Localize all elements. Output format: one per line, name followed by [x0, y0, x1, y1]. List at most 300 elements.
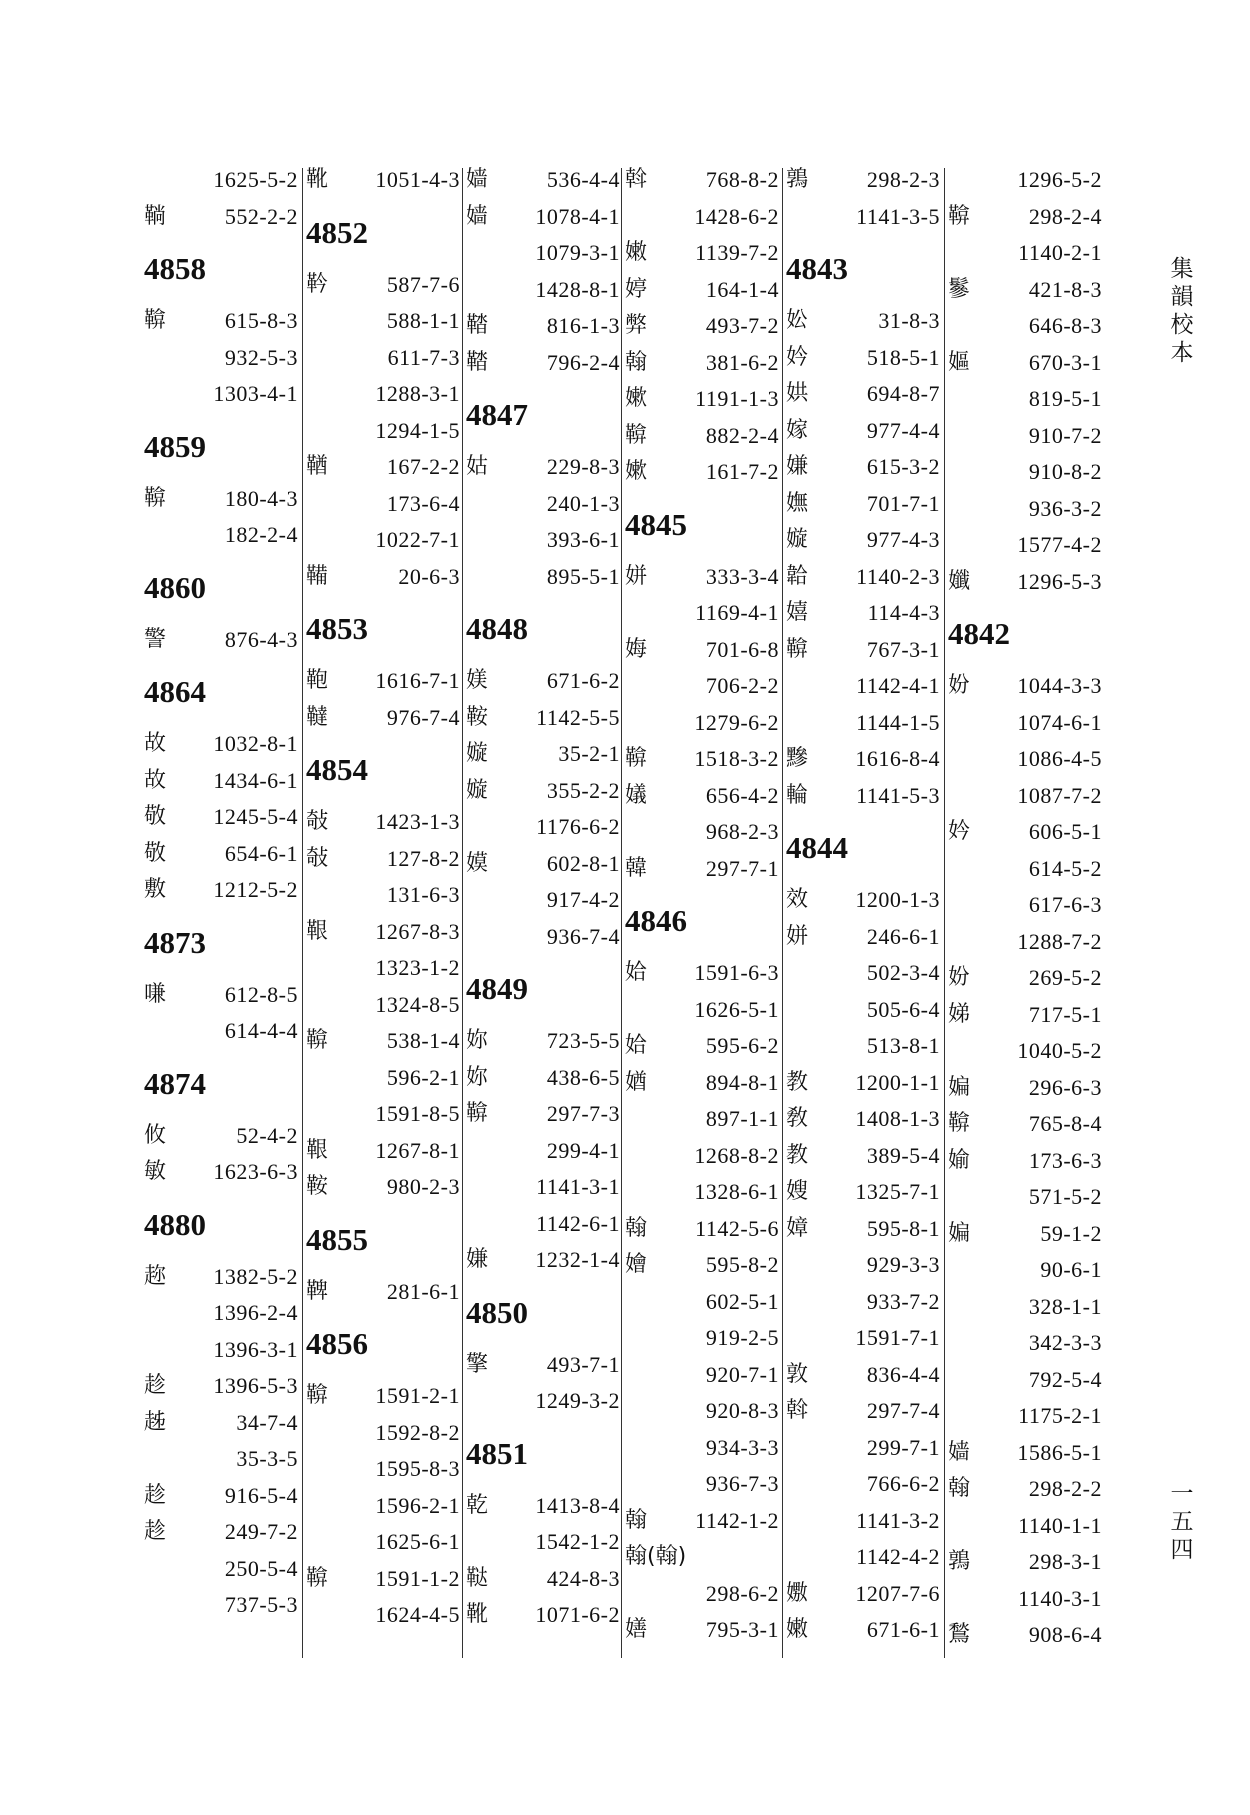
entry-reference: 654-6-1: [224, 840, 298, 866]
index-entry: [625, 1247, 783, 1284]
entry-reference: 1288-3-1: [375, 381, 460, 406]
entry-reference: 1022-7-1: [375, 527, 460, 552]
entry-reference: 502-3-4: [866, 960, 940, 985]
entry-character: 嫐: [786, 1580, 809, 1606]
index-column: [786, 162, 944, 1649]
entry-character: 敧: [306, 845, 329, 871]
index-entry: [144, 1514, 302, 1551]
index-entry: [306, 303, 464, 340]
entry-character: 媥: [948, 1220, 971, 1246]
index-entry: [144, 340, 302, 377]
entry-reference: 1296-5-2: [1017, 167, 1102, 192]
index-entry: [948, 418, 1106, 455]
entry-reference: 895-5-1: [546, 563, 620, 589]
entry-reference: 333-3-4: [705, 563, 779, 589]
column-divider: [302, 168, 303, 1658]
section-heading: [466, 1420, 624, 1488]
section-heading: [466, 1279, 624, 1347]
entry-reference: 299-7-1: [866, 1434, 940, 1460]
index-entry: [144, 1587, 302, 1624]
index-entry: [786, 449, 944, 486]
index-entry: [144, 1368, 302, 1405]
entry-reference: 1249-3-2: [535, 1388, 620, 1413]
index-entry: [466, 345, 624, 382]
entry-character: 嫂: [786, 1179, 809, 1204]
section-number: 4850: [466, 1294, 528, 1330]
index-entry: [306, 340, 464, 377]
entry-character: 鞥: [948, 203, 971, 229]
entry-reference: 167-2-2: [386, 454, 460, 479]
entry-reference: 1200-1-1: [855, 1069, 940, 1095]
index-entry: [625, 1612, 783, 1649]
entry-reference: 717-5-1: [1028, 1001, 1102, 1027]
index-entry: [466, 449, 624, 486]
entry-character: 嗛: [144, 981, 167, 1007]
entry-character: 鞥: [306, 1028, 329, 1053]
index-entry: [466, 1023, 624, 1060]
index-entry: [625, 162, 783, 199]
index-entry: [948, 741, 1106, 778]
entry-character: 妳: [466, 1064, 489, 1090]
entry-reference: 1624-4-5: [375, 1602, 460, 1627]
entry-character: 鞥: [786, 636, 809, 662]
index-entry: [786, 1393, 944, 1430]
index-entry: [625, 1576, 783, 1613]
entry-reference: 1142-1-2: [695, 1507, 779, 1533]
index-entry: [948, 1508, 1106, 1545]
index-entry: [786, 778, 944, 815]
index-entry: [306, 1023, 464, 1060]
entry-character: 弊: [625, 313, 648, 338]
index-entry: [144, 799, 302, 836]
index-entry: [144, 376, 302, 413]
index-entry: [625, 851, 783, 888]
index-entry: [466, 773, 624, 810]
index-entry: [144, 1478, 302, 1515]
index-entry: [786, 376, 944, 413]
entry-reference: 538-1-4: [386, 1028, 460, 1053]
index-entry: [466, 199, 624, 236]
entry-reference: 281-6-1: [386, 1278, 460, 1304]
entry-character: 嫸: [625, 1617, 648, 1642]
section-number: 4848: [466, 611, 528, 646]
index-entry: [306, 987, 464, 1024]
index-entry: [306, 559, 464, 596]
entry-reference: 980-2-3: [386, 1174, 460, 1199]
section-number: 4853: [306, 611, 368, 646]
entry-reference: 296-6-3: [1028, 1074, 1102, 1100]
section-heading: [306, 199, 464, 267]
entry-character: 妗: [948, 819, 971, 844]
index-entry: [306, 841, 464, 878]
entry-reference: 767-3-1: [866, 636, 940, 662]
entry-character: 嬉: [786, 600, 809, 625]
entry-character: 鞜: [466, 349, 489, 375]
entry-character: 敧: [306, 809, 329, 834]
index-entry: [786, 882, 944, 919]
entry-character: 妳: [466, 1028, 489, 1053]
entry-character: 斡: [625, 167, 648, 192]
entry-reference: 355-2-2: [546, 777, 620, 803]
entry-reference: 381-6-2: [705, 349, 779, 375]
entry-reference: 1139-7-2: [695, 240, 779, 265]
entry-reference: 612-8-5: [224, 981, 298, 1007]
entry-character: 效: [786, 887, 809, 912]
entry-character: 鞥: [144, 485, 167, 511]
entry-reference: 1591-6-3: [694, 960, 779, 985]
entry-reference: 646-8-3: [1028, 313, 1102, 338]
entry-reference: 493-7-1: [546, 1351, 620, 1377]
entry-reference: 1382-5-2: [213, 1263, 298, 1289]
index-entry: [144, 199, 302, 236]
index-entry: [786, 1284, 944, 1321]
entry-reference: 421-8-3: [1028, 276, 1102, 302]
entry-character: 敎: [786, 1106, 809, 1131]
entry-reference: 1294-1-5: [375, 417, 460, 443]
entry-reference: 894-8-1: [705, 1069, 779, 1095]
entry-reference: 819-5-1: [1028, 386, 1102, 411]
index-entry: [144, 1154, 302, 1191]
section-heading: [306, 1310, 464, 1378]
section-heading: [466, 381, 624, 449]
column-divider: [944, 168, 945, 1658]
entry-reference: 298-2-4: [1028, 203, 1102, 229]
entry-reference: 1296-5-3: [1017, 568, 1102, 594]
entry-reference: 1542-1-2: [535, 1529, 620, 1554]
entry-character: 輪: [786, 782, 809, 808]
index-entry: [948, 1216, 1106, 1253]
index-entry: [466, 1561, 624, 1598]
entry-reference: 1071-6-2: [535, 1602, 620, 1627]
section-heading: [786, 814, 944, 882]
entry-reference: 671-6-1: [866, 1617, 940, 1642]
entry-reference: 298-6-2: [705, 1580, 779, 1606]
entry-reference: 587-7-6: [386, 271, 460, 297]
index-entry: [306, 1096, 464, 1133]
entry-reference: 617-6-3: [1028, 892, 1102, 917]
entry-reference: 602-5-1: [705, 1288, 779, 1314]
entry-reference: 1626-5-1: [694, 996, 779, 1022]
entry-reference: 737-5-3: [224, 1592, 298, 1617]
index-column: [625, 162, 783, 1649]
entry-character: 敏: [144, 1159, 167, 1184]
entry-reference: 424-8-3: [546, 1565, 620, 1591]
entry-character: 故: [144, 767, 167, 793]
index-entry: [786, 1612, 944, 1649]
entry-reference: 164-1-4: [705, 276, 779, 302]
section-heading: [144, 658, 302, 726]
entry-character: 趀: [144, 1409, 167, 1435]
entry-reference: 936-7-4: [546, 923, 620, 949]
index-entry: [144, 1441, 302, 1478]
index-entry: [948, 1070, 1106, 1107]
entry-reference: 1207-7-6: [855, 1580, 940, 1606]
entry-reference: 932-5-3: [224, 344, 298, 370]
index-entry: [625, 1174, 783, 1211]
index-entry: [144, 481, 302, 518]
entry-reference: 35-2-1: [558, 741, 620, 766]
entry-reference: 127-8-2: [386, 845, 460, 871]
entry-reference: 246-6-1: [866, 923, 940, 949]
index-entry: [306, 877, 464, 914]
entry-character: 妢: [948, 965, 971, 990]
index-entry: [625, 705, 783, 742]
entry-reference: 1051-4-3: [375, 167, 460, 192]
entry-character: 媄: [466, 668, 489, 693]
entry-reference: 1591-8-5: [375, 1101, 460, 1126]
index-entry: [466, 882, 624, 919]
entry-character: 媨: [625, 1069, 648, 1095]
entry-reference: 1079-3-1: [535, 240, 620, 265]
entry-character: 警: [144, 626, 167, 652]
entry-reference: 976-7-4: [386, 704, 460, 730]
entry-reference: 910-7-2: [1028, 422, 1102, 448]
index-entry: [306, 486, 464, 523]
section-number: 4854: [306, 752, 368, 787]
entry-reference: 297-7-1: [705, 855, 779, 881]
entry-reference: 1616-8-4: [855, 746, 940, 771]
section-number: 4860: [144, 569, 206, 605]
entry-reference: 1268-8-2: [694, 1142, 779, 1168]
entry-character: 翰: [948, 1476, 971, 1501]
index-entry: [625, 1065, 783, 1102]
entry-character: 翰: [625, 1507, 648, 1533]
index-entry: [466, 162, 624, 199]
entry-character: 嬒: [625, 1252, 648, 1277]
index-entry: [948, 887, 1106, 924]
entry-reference: 1142-4-2: [856, 1544, 940, 1569]
section-number: 4851: [466, 1435, 528, 1471]
entry-reference: 920-7-1: [705, 1361, 779, 1387]
entry-character: 趁: [144, 1519, 167, 1544]
entry-character: 鞴: [306, 563, 329, 589]
page-number: 一五四: [1170, 1481, 1194, 1563]
entry-reference: 1141-5-3: [856, 782, 940, 808]
index-entry: [466, 846, 624, 883]
entry-character: 鞍: [466, 704, 489, 730]
entry-reference: 1232-1-4: [535, 1247, 620, 1272]
entry-character: 翰(翰): [625, 1544, 687, 1569]
index-entry: [306, 914, 464, 951]
entry-character: 姶: [625, 960, 648, 985]
entry-reference: 588-1-1: [386, 308, 460, 333]
index-entry: [466, 809, 624, 846]
entry-character: 敦: [786, 1361, 809, 1387]
index-entry: [786, 413, 944, 450]
index-entry: [144, 1259, 302, 1296]
entry-reference: 229-8-3: [546, 454, 620, 479]
entry-reference: 917-4-2: [546, 887, 620, 912]
index-entry: [306, 700, 464, 737]
index-entry: [786, 486, 944, 523]
entry-reference: 438-6-5: [546, 1064, 620, 1090]
index-entry: [948, 1179, 1106, 1216]
entry-reference: 1577-4-2: [1017, 532, 1102, 557]
index-entry: [466, 1347, 624, 1384]
entry-reference: 1328-6-1: [694, 1179, 779, 1204]
entry-reference: 182-2-4: [224, 522, 298, 547]
entry-reference: 1144-1-5: [856, 709, 940, 735]
entry-character: 乾: [466, 1492, 489, 1518]
entry-reference: 1591-7-1: [855, 1325, 940, 1350]
entry-reference: 694-8-7: [866, 381, 940, 406]
entry-reference: 792-5-4: [1028, 1366, 1102, 1392]
index-entry: [948, 1325, 1106, 1362]
section-number: 4843: [786, 251, 848, 286]
entry-character: 故: [144, 731, 167, 756]
index-entry: [625, 1320, 783, 1357]
entry-character: 妗: [786, 344, 809, 370]
entry-reference: 977-4-4: [866, 417, 940, 443]
index-entry: [466, 308, 624, 345]
entry-character: 敬: [144, 804, 167, 829]
section-number: 4852: [306, 214, 368, 250]
entry-reference: 1078-4-1: [535, 203, 620, 229]
entry-character: 鞜: [466, 313, 489, 338]
index-entry: [466, 559, 624, 596]
index-entry: [306, 522, 464, 559]
index-entry: [786, 1320, 944, 1357]
entry-reference: 34-7-4: [236, 1409, 298, 1435]
index-entry: [948, 778, 1106, 815]
entry-reference: 933-7-2: [866, 1288, 940, 1314]
index-entry: [625, 955, 783, 992]
index-column: [466, 162, 624, 1634]
entry-reference: 1288-7-2: [1017, 928, 1102, 954]
entry-reference: 1140-2-1: [1018, 240, 1102, 265]
section-number: 4859: [144, 428, 206, 464]
entry-reference: 131-6-3: [386, 882, 460, 907]
entry-reference: 766-6-2: [866, 1471, 940, 1496]
index-entry: [948, 199, 1106, 236]
entry-reference: 1596-2-1: [375, 1492, 460, 1518]
entry-reference: 1428-6-2: [694, 203, 779, 229]
entry-reference: 493-7-2: [705, 313, 779, 338]
entry-reference: 1142-4-1: [856, 673, 940, 698]
entry-reference: 1625-6-1: [375, 1529, 460, 1554]
index-entry: [625, 308, 783, 345]
index-entry: [306, 1488, 464, 1525]
entry-reference: 1592-8-2: [375, 1419, 460, 1445]
entry-character: 攸: [144, 1122, 167, 1148]
index-entry: [786, 705, 944, 742]
index-entry: [786, 1247, 944, 1284]
entry-character: 嫩: [625, 240, 648, 265]
entry-reference: 936-7-3: [705, 1471, 779, 1496]
index-entry: [786, 919, 944, 956]
entry-reference: 816-1-3: [546, 313, 620, 338]
entry-character: 鞎: [306, 1137, 329, 1163]
entry-reference: 249-7-2: [224, 1519, 298, 1544]
entry-character: 娒: [625, 636, 648, 662]
index-entry: [625, 418, 783, 455]
section-number: 4855: [306, 1221, 368, 1257]
index-entry: [306, 1561, 464, 1598]
entry-reference: 298-3-1: [1028, 1549, 1102, 1574]
index-entry: [948, 960, 1106, 997]
entry-reference: 571-5-2: [1028, 1184, 1102, 1209]
index-entry: [306, 1060, 464, 1097]
entry-character: 嫩: [786, 1617, 809, 1642]
entry-character: 嫰: [625, 386, 648, 411]
entry-reference: 596-2-1: [386, 1064, 460, 1090]
index-entry: [144, 763, 302, 800]
index-entry: [306, 1451, 464, 1488]
index-entry: [625, 1138, 783, 1175]
entry-reference: 240-1-3: [546, 490, 620, 516]
index-entry: [948, 1617, 1106, 1654]
entry-reference: 701-6-8: [705, 636, 779, 662]
entry-reference: 1413-8-4: [535, 1492, 620, 1518]
entry-character: 姘: [786, 923, 809, 949]
entry-reference: 706-2-2: [705, 673, 779, 698]
index-entry: [625, 1284, 783, 1321]
entry-character: 鞥: [625, 746, 648, 771]
entry-reference: 1212-5-2: [213, 877, 298, 902]
entry-character: 姑: [466, 454, 489, 479]
entry-reference: 908-6-4: [1028, 1622, 1102, 1647]
index-entry: [306, 1274, 464, 1311]
section-number: 4864: [144, 674, 206, 709]
entry-character: 鞍: [306, 1174, 329, 1199]
index-entry: [466, 1060, 624, 1097]
index-entry: [948, 1581, 1106, 1618]
index-entry: [625, 1430, 783, 1467]
entry-character: 擎: [466, 1351, 489, 1377]
entry-reference: 1428-8-1: [535, 276, 620, 302]
entry-reference: 671-6-2: [546, 668, 620, 693]
entry-reference: 920-8-3: [705, 1398, 779, 1423]
index-entry: [144, 977, 302, 1014]
index-entry: [786, 199, 944, 236]
entry-reference: 1141-3-1: [536, 1174, 620, 1199]
entry-reference: 269-5-2: [1028, 965, 1102, 990]
entry-reference: 1142-5-5: [536, 704, 620, 730]
entry-character: 娣: [948, 1001, 971, 1027]
entry-character: 敷: [144, 877, 167, 902]
section-heading: [306, 1206, 464, 1274]
entry-character: 靲: [306, 271, 329, 297]
entry-reference: 1140-2-3: [856, 563, 940, 589]
section-heading: [466, 955, 624, 1023]
index-entry: [306, 449, 464, 486]
section-heading: [144, 1050, 302, 1118]
index-entry: [466, 1242, 624, 1279]
index-entry: [786, 668, 944, 705]
entry-reference: 20-6-3: [398, 563, 460, 589]
index-entry: [786, 559, 944, 596]
entry-reference: 1175-2-1: [1018, 1403, 1102, 1428]
entry-character: 嫙: [466, 741, 489, 766]
entry-character: 敬: [144, 840, 167, 866]
entry-character: 妐: [786, 308, 809, 333]
index-entry: [144, 836, 302, 873]
section-number: 4846: [625, 903, 687, 938]
section-heading: [625, 491, 783, 559]
entry-reference: 795-3-1: [705, 1617, 779, 1642]
index-entry: [786, 741, 944, 778]
entry-reference: 161-7-2: [705, 459, 779, 484]
index-entry: [306, 1597, 464, 1634]
index-entry: [466, 700, 624, 737]
entry-reference: 389-5-4: [866, 1142, 940, 1168]
section-heading: [786, 235, 944, 303]
index-column: [306, 162, 464, 1634]
index-entry: [625, 345, 783, 382]
entry-reference: 615-8-3: [224, 308, 298, 333]
index-entry: [144, 162, 302, 199]
entry-reference: 595-8-2: [705, 1252, 779, 1277]
